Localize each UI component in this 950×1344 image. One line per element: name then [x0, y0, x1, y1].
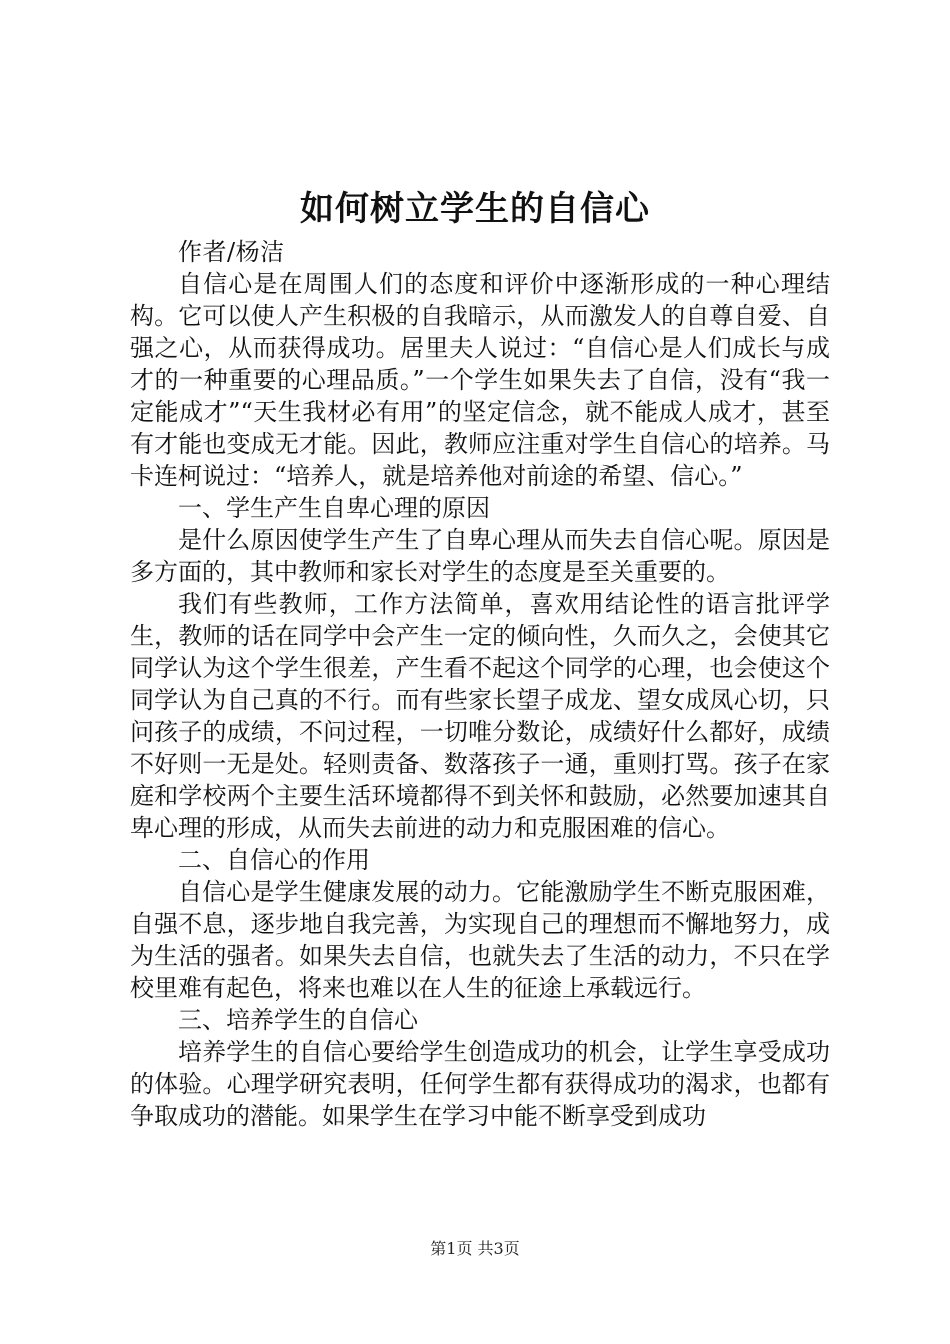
section-heading-2: 二、自信心的作用: [178, 846, 370, 874]
section-heading-3: 三、培养学生的自信心: [178, 1006, 418, 1034]
document-title: 如何树立学生的自信心: [300, 189, 650, 229]
paragraph-cultivation: 培养学生的自信心要给学生创造成功的机会，让学生享受成功的体验。心理学研究表明，任何学生都有获得成功的渴求，也都有争取成功的潜能。如果学生在学习中能不断享受到成功: [130, 1038, 830, 1130]
paragraph-causes-2: 我们有些教师，工作方法简单，喜欢用结论性的语言批评学生，教师的话在同学中会产生一定的倾向性，久而久之，会使其它同学认为这个学生很差，产生看不起这个同学的心理，也会使这个同学认为自己真的不行。而有些家长望子成龙、望女成凤心切，只问孩子的成绩，不问过程，一切唯分数论，成绩好什么都好，成绩不好则一无是处。轻则责备、数落孩子一通，重则打骂。孩子在家庭和学校两个主要生活环境都得不到关怀和鼓励，必然要加速其自卑心理的形成，从而失去前进的动力和克服困难的信心。: [130, 590, 830, 842]
section-heading-1: 一、学生产生自卑心理的原因: [178, 494, 490, 522]
page-number-footer: 第1页 共3页: [430, 1239, 520, 1258]
author-line: 作者/杨洁: [178, 238, 285, 266]
paragraph-causes-1: 是什么原因使学生产生了自卑心理从而失去自信心呢。原因是多方面的，其中教师和家长对学生的态度是至关重要的。: [130, 526, 830, 586]
document-body: [130, 236, 830, 1132]
paragraph-intro: 自信心是在周围人们的态度和评价中逐渐形成的一种心理结构。它可以使人产生积极的自我暗示，从而激发人的自尊自爱、自强之心，从而获得成功。居里夫人说过：“自信心是人们成长与成才的一种重要的心理品质。”一个学生如果失去了自信，没有“我一定能成才”“天生我材必有用”的坚定信念，就不能成人成才，甚至有才能也变成无才能。因此，教师应注重对学生自信心的培养。马卡连柯说过：“培养人，就是培养他对前途的希望、信心。”: [130, 270, 830, 490]
paragraph-role: 自信心是学生健康发展的动力。它能激励学生不断克服困难，自强不息，逐步地自我完善，为实现自己的理想而不懈地努力，成为生活的强者。如果失去自信，也就失去了生活的动力，不只在学校里难有起色，将来也难以在人生的征途上承载远行。: [130, 878, 830, 1002]
